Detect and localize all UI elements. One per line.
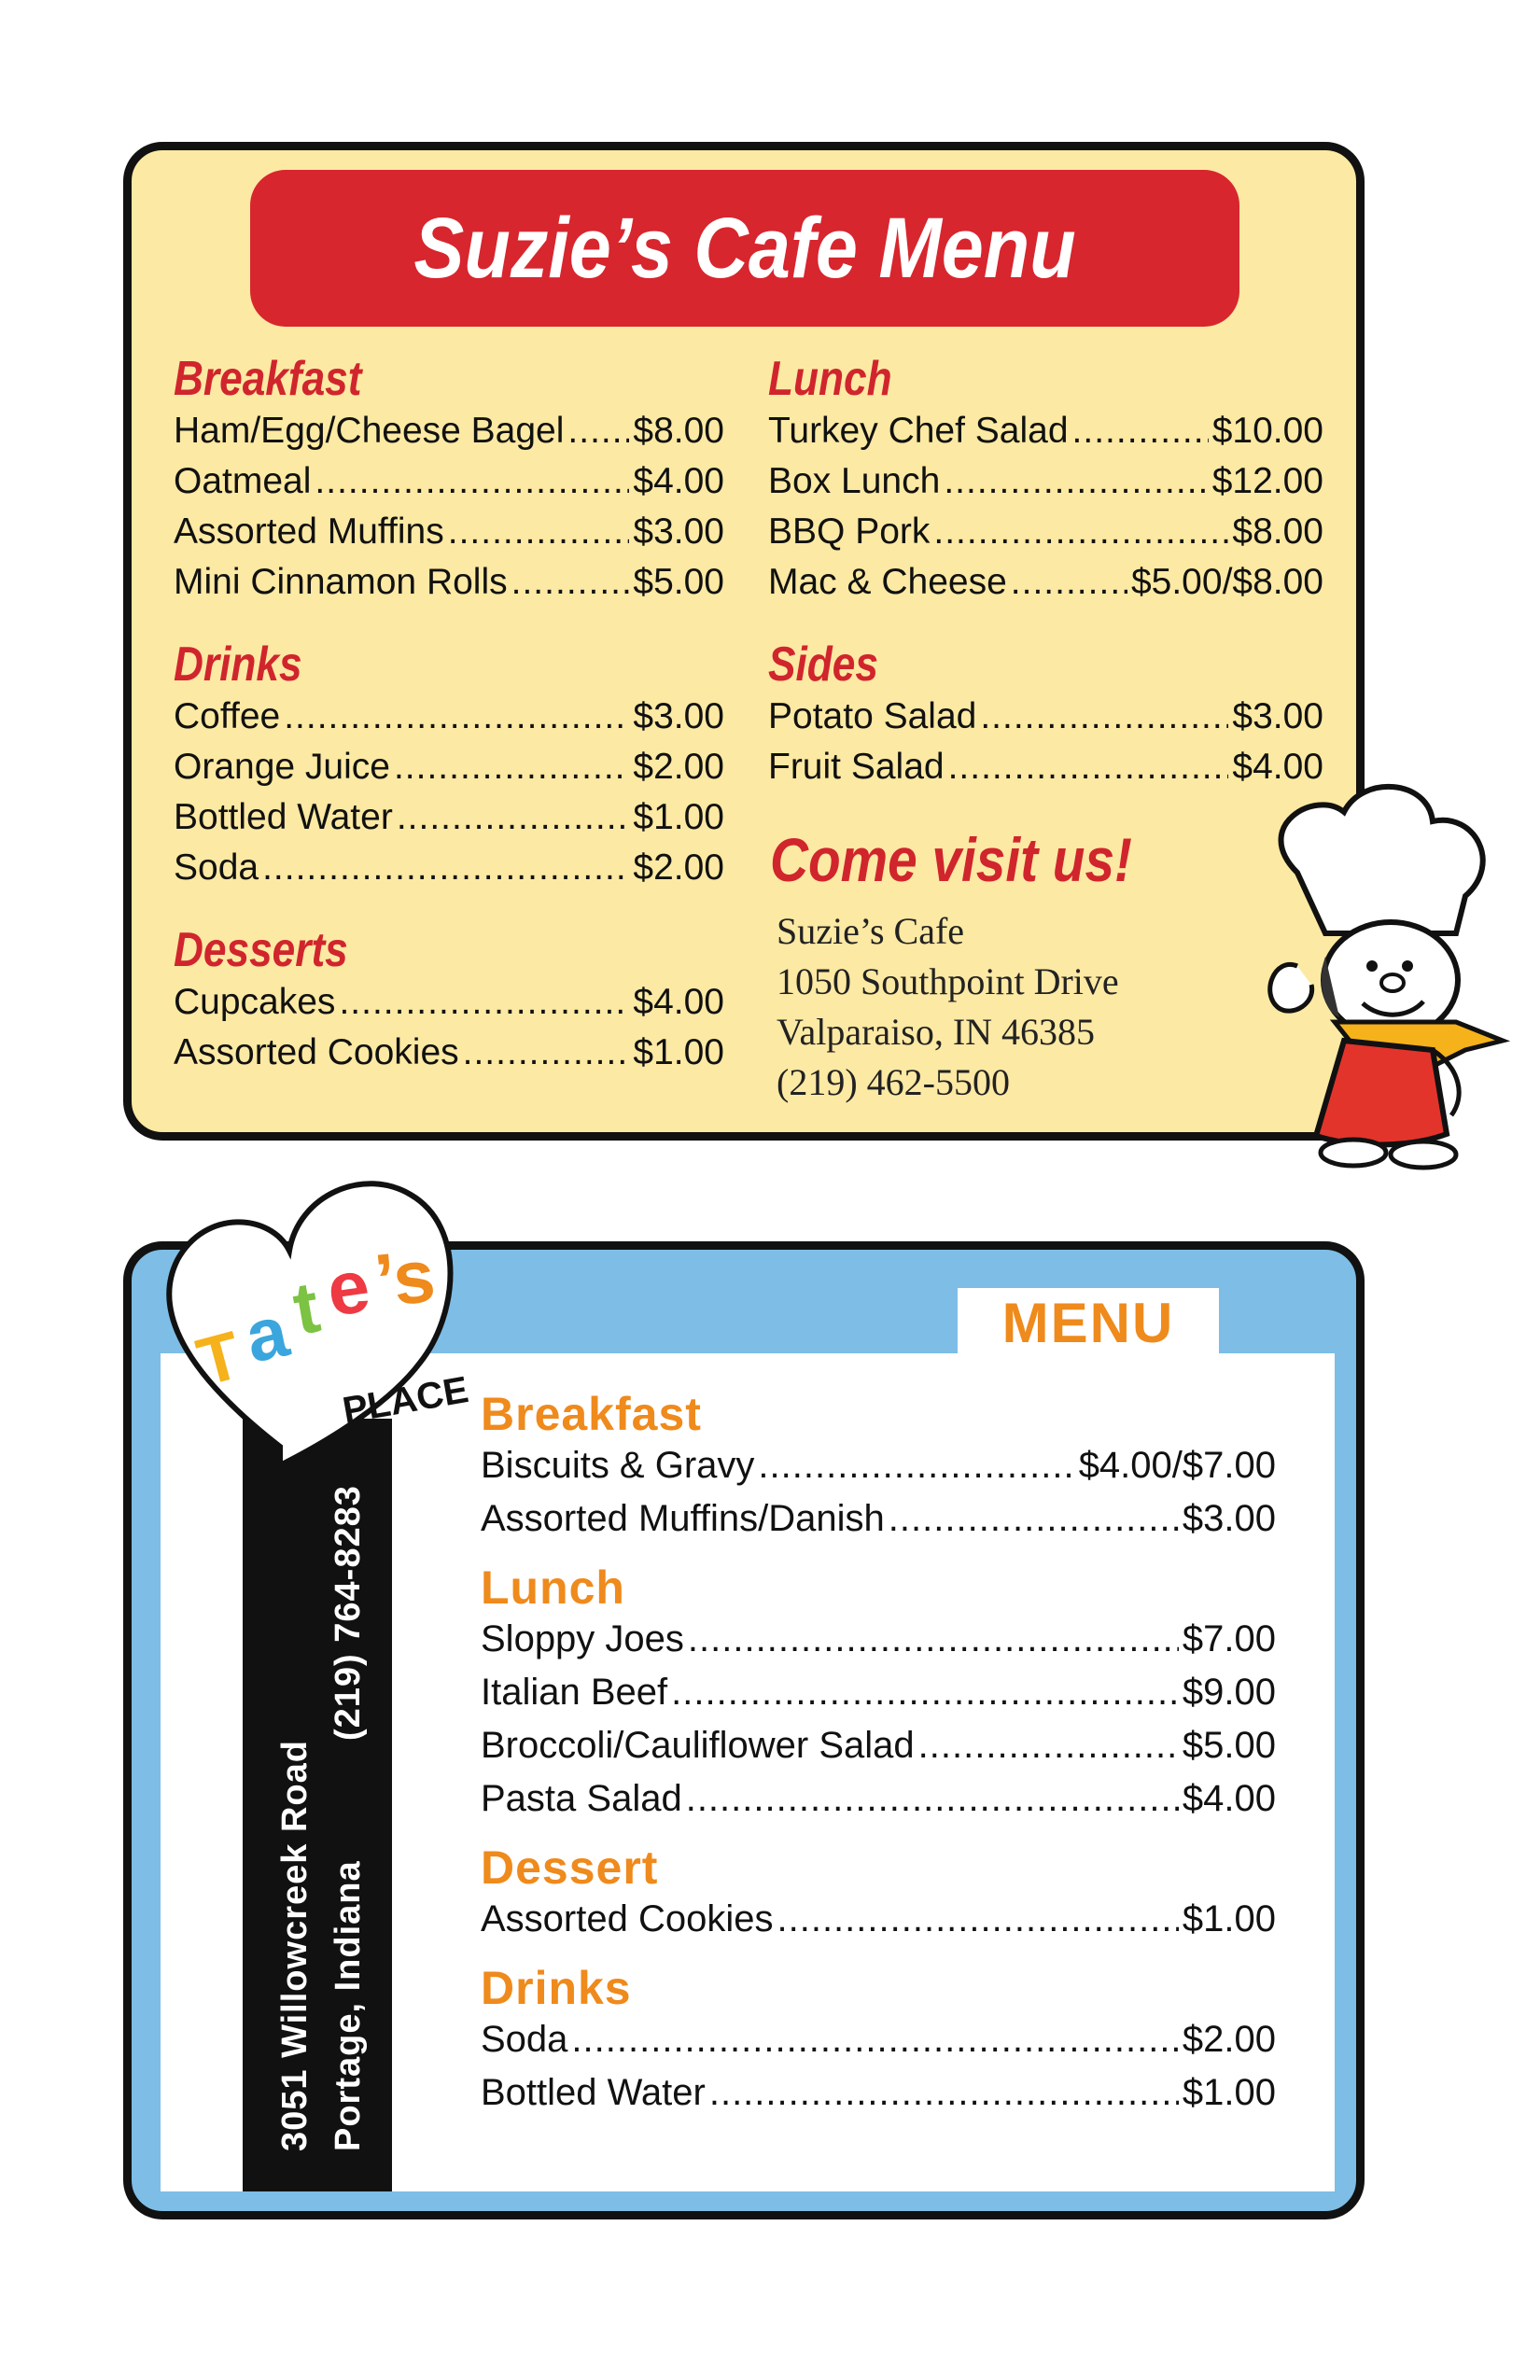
visit-heading: Come visit us! (770, 825, 1132, 894)
menu-item: Pasta Salad ..... $4.00 (481, 1778, 1276, 1825)
menu-item: Potato Salad ..... $3.00 (768, 696, 1323, 741)
tate-heading-breakfast: Breakfast (481, 1388, 702, 1440)
suzie-heading-sides: Sides (768, 637, 878, 692)
menu-item: Italian Beef ..... $9.00 (481, 1672, 1276, 1718)
address-city: Valparaiso, IN 46385 (777, 1011, 1096, 1053)
menu-item: Box Lunch ..... $12.00 (768, 461, 1323, 506)
svg-text:’s: ’s (371, 1233, 440, 1323)
tate-street: 3051 Willowcreek Road (275, 1740, 315, 2151)
tate-phone: (219) 764-8283 (329, 1485, 368, 1741)
svg-text:t: t (287, 1265, 326, 1351)
suzie-heading-drinks: Drinks (174, 637, 302, 692)
menu-item: Assorted Muffins/Danish ..... $3.00 (481, 1498, 1276, 1545)
menu-item: Oatmeal ..... $4.00 (174, 461, 724, 506)
suzie-title-banner (250, 170, 1239, 327)
address-phone: (219) 462-5500 (777, 1061, 1010, 1103)
menu-item: Broccoli/Cauliflower Salad ..... $5.00 (481, 1725, 1276, 1771)
suzie-heading-desserts: Desserts (174, 923, 348, 977)
tate-address-bar (243, 1419, 392, 2191)
chef-mascot-illustration (1185, 770, 1521, 1171)
menu-item: Fruit Salad ..... $4.00 (768, 747, 1323, 791)
suzie-heading-breakfast: Breakfast (174, 352, 362, 406)
menu-item: Bottled Water ..... $1.00 (174, 797, 724, 842)
svg-text:a: a (238, 1289, 295, 1379)
svg-text:PLACE: PLACE (339, 1368, 472, 1432)
menu-item: Assorted Muffins ..... $3.00 (174, 511, 724, 556)
menu-item: Sloppy Joes ..... $7.00 (481, 1618, 1276, 1665)
menu-item: Biscuits & Gravy ..... $4.00/$7.00 (481, 1445, 1276, 1491)
menu-item: Soda ..... $2.00 (481, 2019, 1276, 2065)
tate-menu-label: MENU (1001, 1291, 1175, 1354)
svg-text:T: T (189, 1317, 249, 1401)
tate-menu-tab (958, 1288, 1219, 1357)
tates-place-logo (140, 1157, 513, 1512)
suzie-title: Suzie’s Cafe Menu (413, 200, 1076, 296)
svg-text:e: e (321, 1243, 375, 1332)
suzie-heading-lunch: Lunch (768, 352, 892, 406)
menu-item: Soda ..... $2.00 (174, 847, 724, 892)
tate-heading-drinks: Drinks (481, 1962, 632, 2014)
menu-item: Orange Juice ..... $2.00 (174, 747, 724, 791)
tate-heading-dessert: Dessert (481, 1841, 659, 1894)
menu-item: Turkey Chef Salad ..... $10.00 (768, 411, 1323, 455)
tate-city: Portage, Indiana (329, 1860, 368, 2151)
menu-item: Coffee ..... $3.00 (174, 696, 724, 741)
menu-item: Cupcakes ..... $4.00 (174, 982, 724, 1027)
menu-item: Ham/Egg/Cheese Bagel ..... $8.00 (174, 411, 724, 455)
address-street: 1050 Southpoint Drive (777, 960, 1119, 1002)
menu-item: Assorted Cookies ..... $1.00 (174, 1032, 724, 1077)
address-name: Suzie’s Cafe (777, 910, 965, 952)
menu-item: Mini Cinnamon Rolls ..... $5.00 (174, 562, 724, 607)
menu-item: BBQ Pork ..... $8.00 (768, 511, 1323, 556)
tate-heading-lunch: Lunch (481, 1561, 625, 1614)
menu-item: Bottled Water ..... $1.00 (481, 2072, 1276, 2119)
menu-item: Assorted Cookies ..... $1.00 (481, 1898, 1276, 1945)
menu-item: Mac & Cheese ..... $5.00/$8.00 (768, 562, 1323, 607)
